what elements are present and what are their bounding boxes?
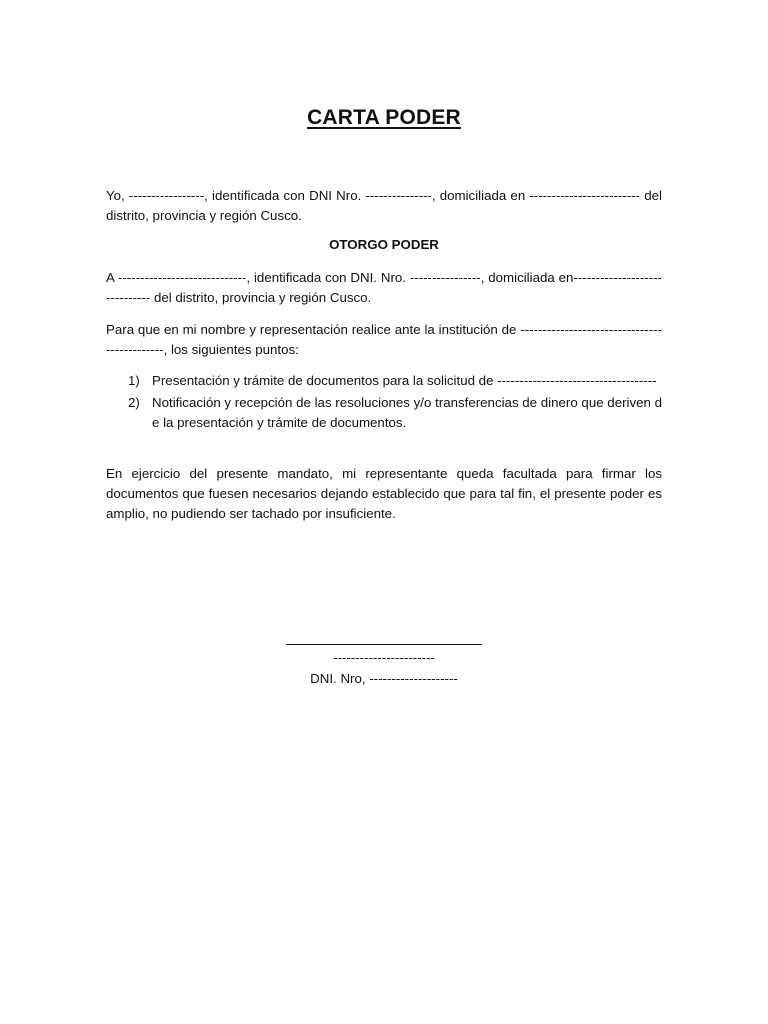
list-item-text: Presentación y trámite de documentos para la solicitud de ------------------------------------ [152,373,657,388]
list-item-number: 2) [128,395,140,410]
purpose-paragraph: Para que en mi nombre y representación realice ante la institución de ---------------------------------------------, los siguientes puntos: [106,322,662,357]
list-item [106,371,662,391]
signature-line [286,644,482,645]
list-item-number: 1) [128,373,140,388]
grantor-paragraph: Yo, -----------------, identificada con DNI Nro. ---------------, domiciliada en ------------------------- del distrito, provincia y región Cusco. [106,188,662,223]
section-heading: OTORGO PODER [329,237,439,252]
signature-dni: DNI. Nro, -------------------- [310,671,458,686]
mandate-paragraph: En ejercicio del presente mandato, mi representante queda facultada para firmar los documentos que fuesen necesarios dejando establecido que para tal fin, el presente poder es amplio, no pudiendo ser tachado por insuficiente. [106,466,662,521]
signature-name: ----------------------- [333,650,435,665]
attorney-paragraph: A -----------------------------, identificada con DNI. Nro. ----------------, domiciliada en------------------------------ del distrito, provincia y región Cusco. [106,270,662,305]
list-item-text: Notificación y recepción de las resoluciones y/o transferencias de dinero que deriven de la presentación y trámite de documentos. [152,395,663,430]
powers-list [106,371,662,435]
list-item [106,393,662,433]
document-title: CARTA PODER [307,106,461,129]
